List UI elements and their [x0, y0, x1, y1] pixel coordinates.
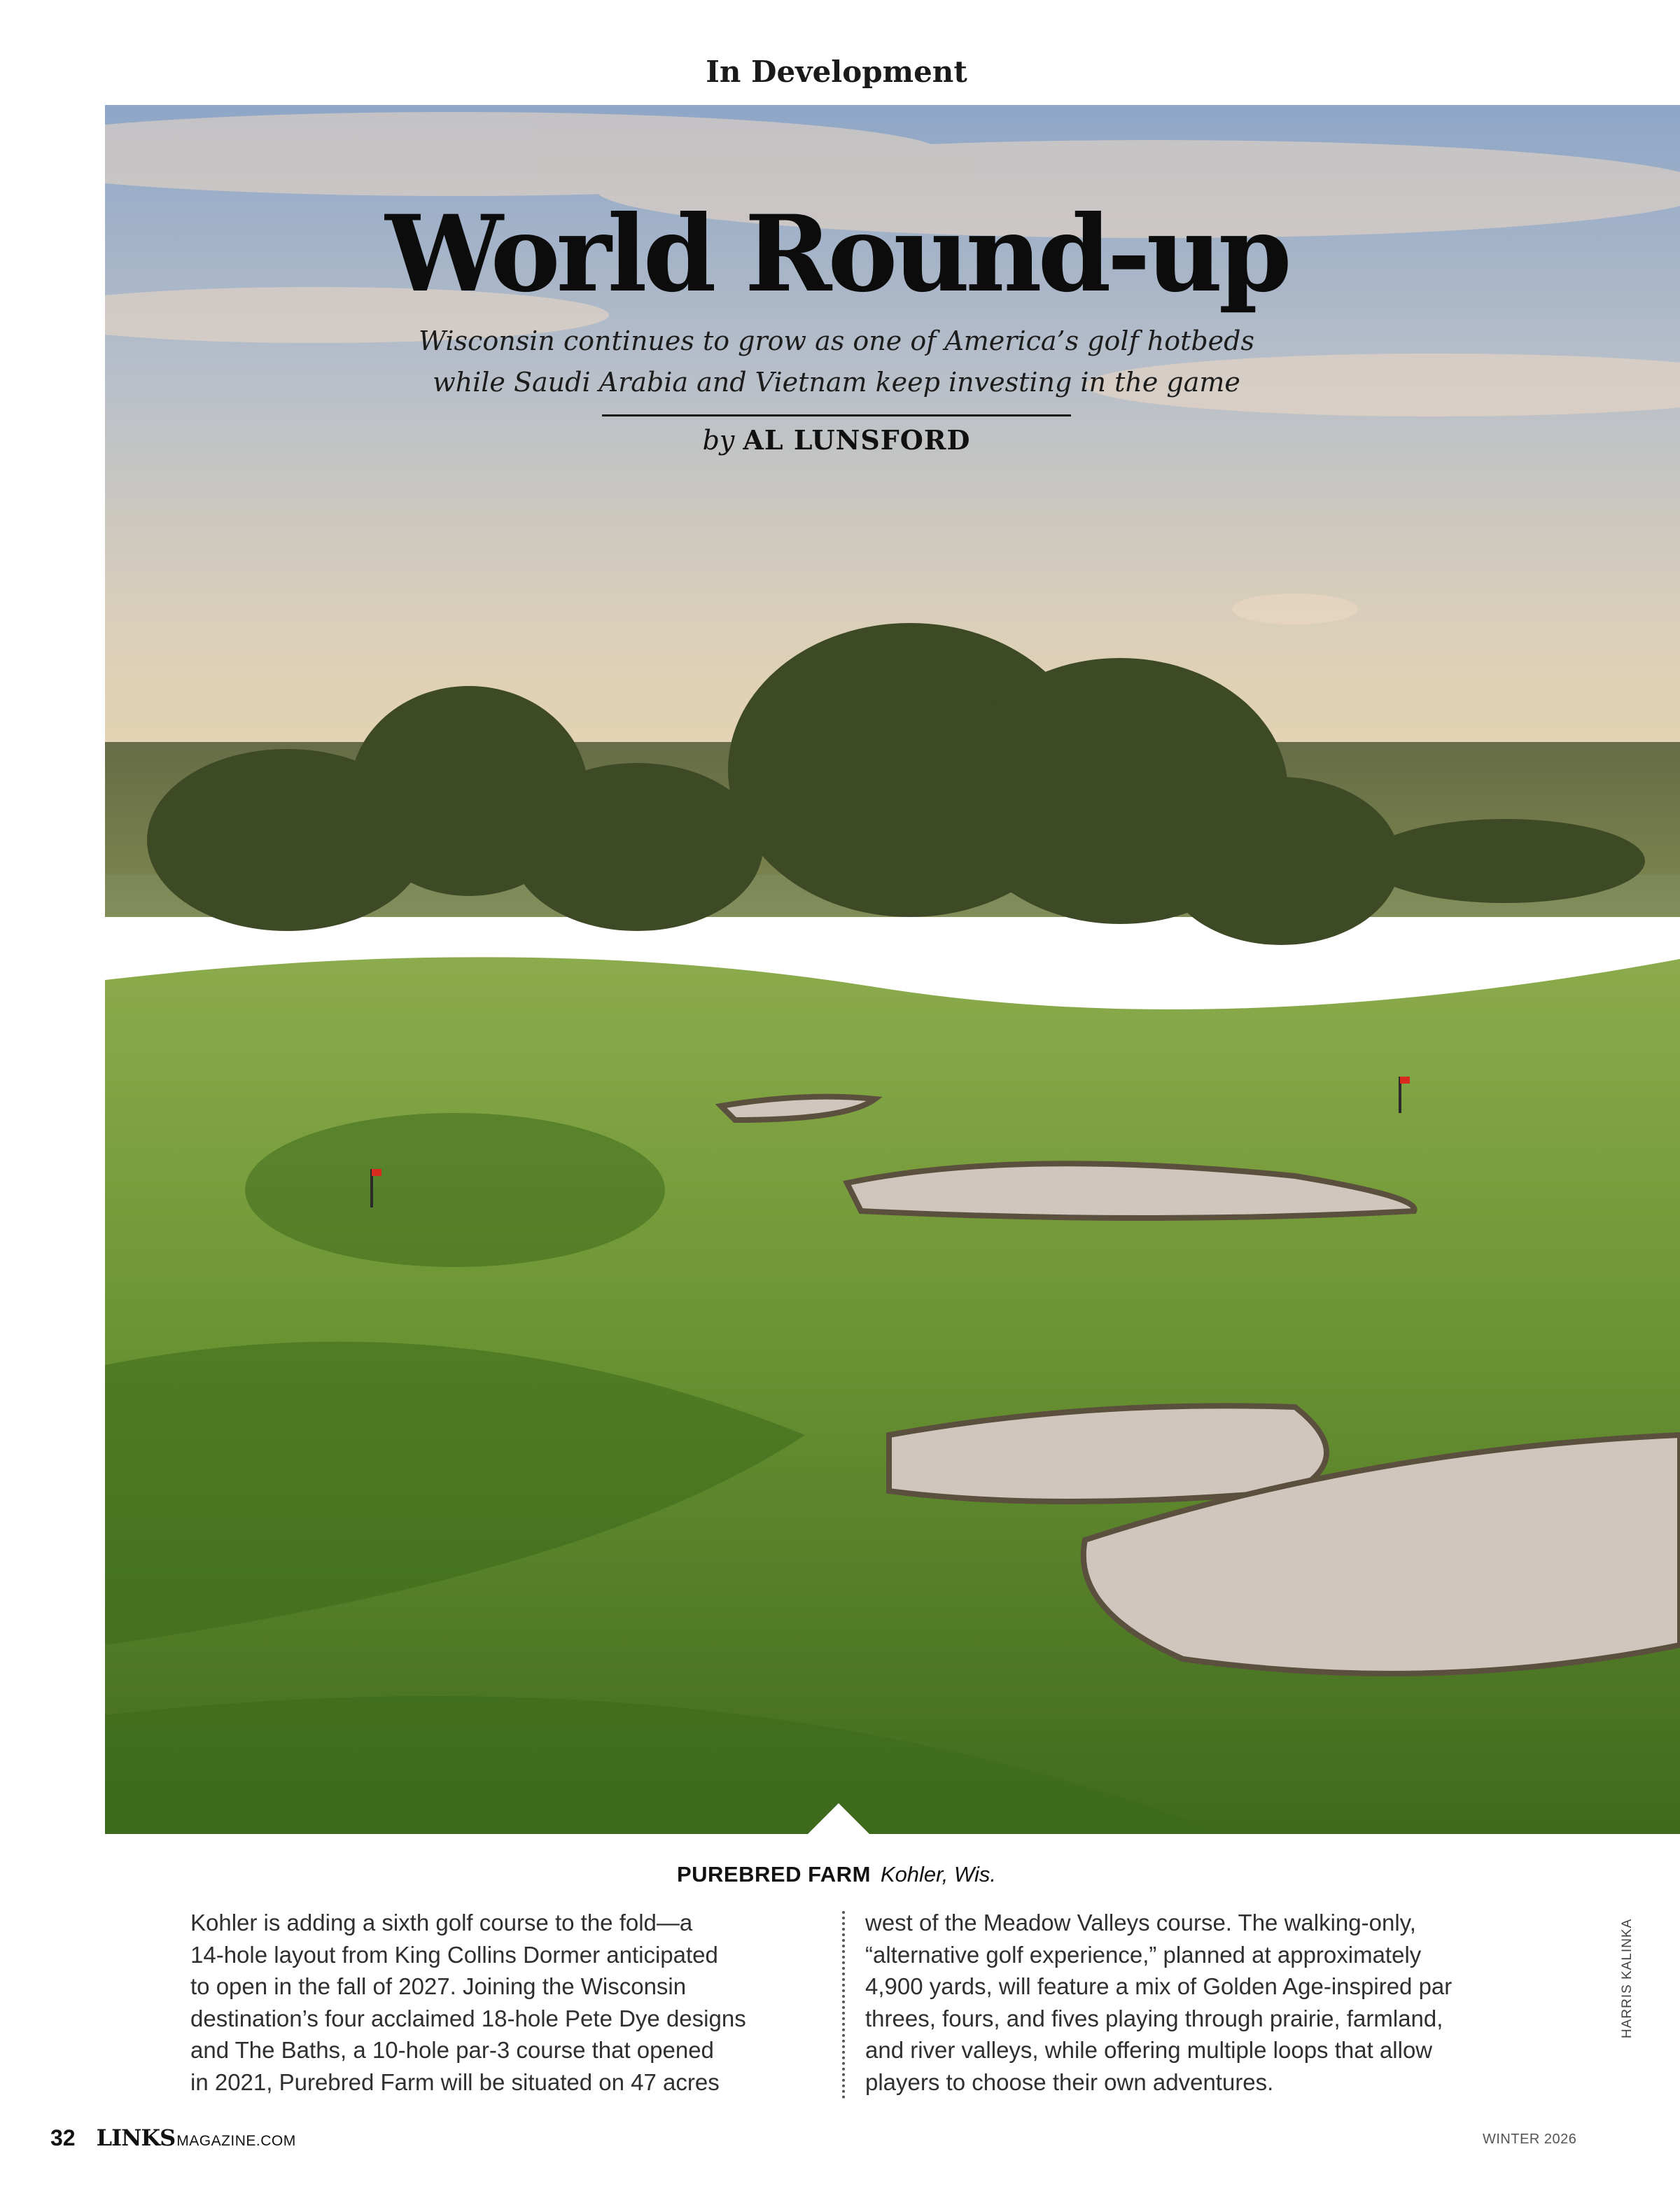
byline-author: AL LUNSFORD [743, 424, 971, 456]
caption-course-name: PUREBRED FARM [676, 1862, 871, 1886]
body-line: “alternative golf experience,” planned at approximately [865, 1941, 1422, 1968]
body-column-1 [190, 1907, 820, 2098]
deck-line-2: while Saudi Arabia and Vietnam keep investing in the game [433, 367, 1240, 398]
caption-location: Kohler, Wis. [880, 1862, 997, 1886]
body-column-2 [865, 1907, 1523, 2098]
magazine-domain: MAGAZINE.COM [176, 2133, 296, 2149]
byline [0, 424, 1673, 456]
body-line: in 2021, Purebred Farm will be situated on 47 acres [190, 2068, 720, 2095]
folio [50, 2124, 296, 2151]
byline-prefix: by [702, 425, 735, 456]
body-line: and The Baths, a 10-hole par-3 course that opened [190, 2037, 714, 2063]
body-line: destination’s four acclaimed 18-hole Pete Dye designs [190, 2005, 746, 2031]
magazine-logo: LINKS [96, 2124, 176, 2151]
section-label: In Development [706, 55, 967, 89]
body-line: and river valleys, while offering multiple loops that allow [865, 2037, 1433, 2063]
body-line: players to choose their own adventures. [865, 2068, 1274, 2095]
body-line: west of the Meadow Valleys course. The walking-only, [865, 1910, 1416, 1935]
body-line: Kohler is adding a sixth golf course to the fold—a [190, 1910, 693, 1935]
body-line: threes, fours, and fives playing through prairie, farmland, [865, 2005, 1443, 2031]
caption-heading [0, 1862, 1673, 1887]
body-line: 4,900 yards, will feature a mix of Golden Age-inspired par [865, 1973, 1452, 1999]
body-line: 14-hole layout from King Collins Dormer anticipated [190, 1941, 718, 1968]
deck [0, 321, 1673, 403]
headline: World Round-up [385, 192, 1288, 316]
deck-line-1: Wisconsin continues to grow as one of America’s golf hotbeds [419, 326, 1254, 356]
caption-pointer [806, 1803, 871, 1835]
page-number: 32 [50, 2125, 76, 2150]
issue-date: WINTER 2026 [1483, 2132, 1577, 2147]
body-line: to open in the fall of 2027. Joining the Wisconsin [190, 1973, 687, 1999]
photo-credit: HARRIS KALINKA [1620, 1918, 1634, 2038]
byline-rule [602, 414, 1071, 416]
column-divider [842, 1911, 845, 2099]
